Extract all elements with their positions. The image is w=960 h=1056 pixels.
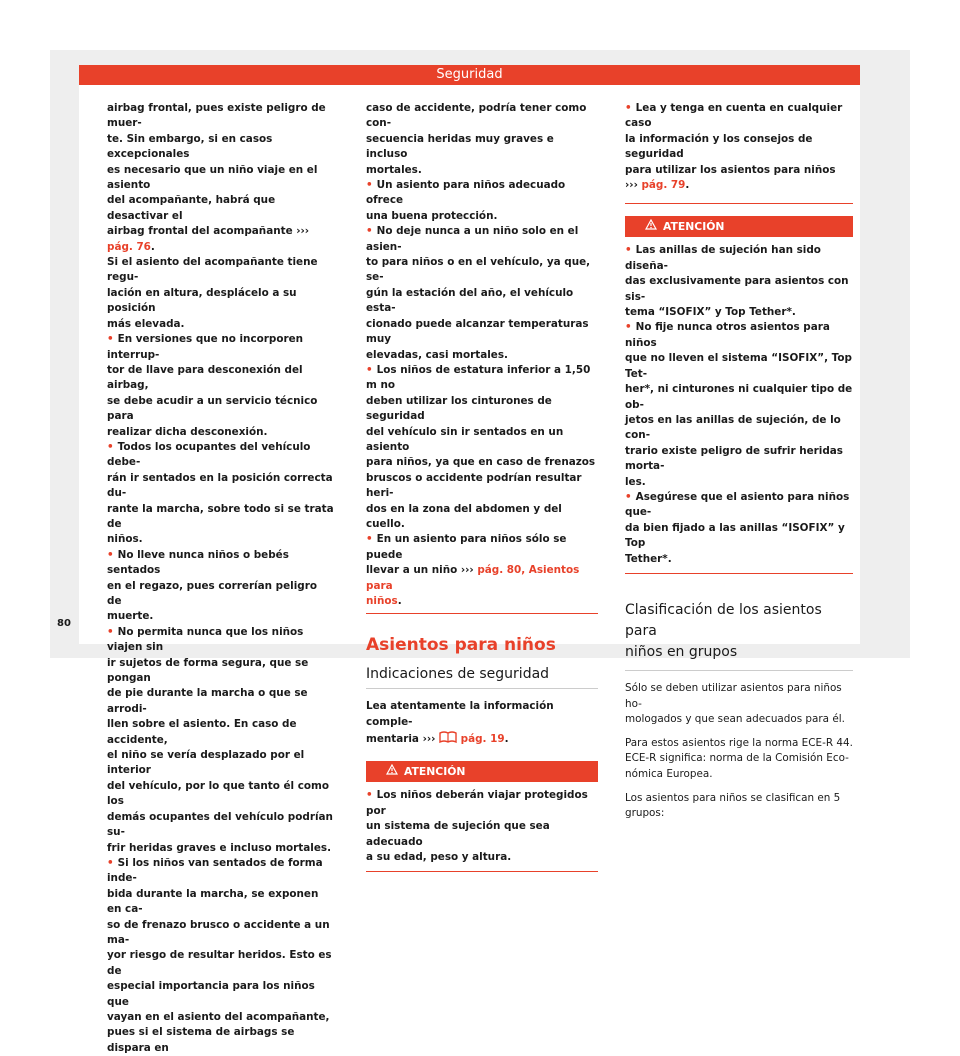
paragraph: Los asientos para niños se clasifican en 5 grupos: (625, 791, 841, 820)
page-link[interactable]: niños (366, 595, 398, 607)
bullet-icon: • (107, 548, 114, 561)
bullet-item: • Lea y tenga en cuenta en cualquier caso la información y los consejos de seguridad para utilizar los asientos para niños ››› pág. 79. (625, 102, 843, 192)
warning-icon (386, 761, 398, 782)
bullet-icon: • (625, 321, 632, 334)
section-heading: Asientos para niños (366, 635, 556, 656)
page-number: 80 (57, 618, 71, 629)
intro-text: Lea atentamente la información comple- mentaria ››› pág. 19. (366, 699, 598, 749)
bullet-item: • Los niños de estatura inferior a 1,50 m no deben utilizar los cinturones de seguridad del vehículo sin ir sentados en un asiento para niños, ya que en caso de frenazos bruscos o accidente podrían resultar heri- dos en la zona del abdomen y del cuello. (366, 363, 596, 530)
page-link[interactable]: pág. 19 (460, 733, 505, 746)
column-3 (625, 101, 853, 822)
paragraph: Sólo se deben utilizar asientos para niños ho- mologados y que sean adecuados para él. (625, 681, 845, 726)
body-text (625, 681, 853, 822)
bullet-item: • En un asiento para niños sólo se puede llevar a un niño ››› pág. 80, Asientos para niños. (366, 533, 580, 607)
subsection-heading: Indicaciones de seguridad (366, 665, 550, 682)
page-link[interactable]: pág. 76 (107, 240, 151, 253)
bullet-item: • No deje nunca a un niño solo en el asien- to para niños o en el vehículo, ya que, se- gún la estación del año, el vehículo esta- cionado puede alcanzar temperaturas muy elevadas, casi mortales. (366, 225, 591, 361)
warning-title: ATENCIÓN (663, 220, 725, 234)
bullet-icon: • (366, 179, 373, 192)
warning-title: ATENCIÓN (404, 765, 466, 779)
bullet-icon: • (366, 363, 373, 376)
bullet-icon: • (366, 225, 373, 238)
bullet-item: • Todos los ocupantes del vehículo debe- rán ir sentados en la posición correcta du- rante la marcha, sobre todo si se trata de niños. (107, 440, 334, 546)
section-heading: Clasificación de los asientos para niños en grupos (625, 601, 822, 660)
bullet-item: • No lleve nunca niños o bebés sentados en el regazo, pues correrían peligro de muerte. (107, 548, 317, 623)
bullet-icon: • (107, 625, 114, 638)
bullet-item: • Asegúrese que el asiento para niños que- da bien fijado a las anillas “ISOFIX” y Top Tether*. (625, 490, 850, 565)
book-icon (439, 730, 457, 749)
bullet-icon: • (366, 533, 373, 546)
page-link[interactable]: pág. 80, Asientos para (366, 564, 580, 592)
section-header: Seguridad (79, 65, 860, 85)
bullet-icon: • (625, 490, 632, 503)
bullet-item: • Las anillas de sujeción han sido diseña- das exclusivamente para asientos con sis- tema “ISOFIX” y Top Tether*. (625, 244, 849, 319)
bullet-item: • No permita nunca que los niños viajen sin ir sujetos de forma segura, que se pongan de pie durante la marcha o que se arrodi- llen sobre el asiento. En caso de accidente, el niño se vería desplazado por el interior del vehículo, por lo que tanto él como los demás ocupantes del vehículo podrían su- frir heridas graves e incluso mortales. (107, 625, 333, 854)
bullet-item: • Si los niños van sentados de forma inde- bida durante la marcha, se exponen en ca- so de frenazo brusco o accidente a un ma- yor riesgo de resultar heridos. Esto es de especial importancia para los niños que vayan en el asiento del acompañante, pues si el sistema de airbags se dispara en (107, 856, 332, 1054)
bullet-icon: • (107, 333, 114, 346)
warning-box (625, 216, 853, 574)
bullet-icon: • (625, 102, 632, 114)
warning-continuation: caso de accidente, podría tener como con- secuencia heridas muy graves e incluso mortales. • Un asiento para niños adecuado ofrece una buena protección. • No deje nunca a un niño solo en el asien- to para niños o en el vehículo, ya que, se- gún la estación del año, el vehículo esta- cionado puede alcanzar temperaturas muy elevadas, casi mortales. • Los niños de estatura inferior a 1,50 m no deben utilizar los cinturones de seguridad del vehículo sin ir sentados en un asiento para niños, ya que en caso de frenazos bruscos o accidente podrían resultar heri- dos en la zona del abdomen y del cuello. • En un asiento para niños sólo se puede llevar a un niño ››› pág. 80, Asientos para niños. (366, 101, 598, 614)
warning-box (366, 761, 598, 872)
bullet-icon: • (107, 856, 114, 869)
bullet-item: • En versiones que no incorporen interrup- tor de llave para desconexión del airbag, se debe acudir a un servicio técnico para realizar dicha desconexión. (107, 333, 318, 438)
bullet-icon: • (107, 440, 114, 453)
bullet-item: • Los niños deberán viajar protegidos por un sistema de sujeción que sea adecuado a su edad, peso y altura. (366, 789, 588, 864)
column-1 (107, 101, 335, 1056)
bullet-icon: • (625, 244, 632, 257)
warning-icon (645, 216, 657, 237)
bullet-item: • No fije nunca otros asientos para niños que no lleven el sistema “ISOFIX”, Top Tet- her*, ni cinturones ni cualquier tipo de ob- jetos en las anillas de sujeción, de lo con- trario existe peligro de sufrir heridas morta- les. (625, 321, 853, 488)
bullet-icon: • (366, 789, 373, 802)
bullet-item: • Un asiento para niños adecuado ofrece una buena protección. (366, 179, 566, 222)
page-link[interactable]: pág. 79 (641, 179, 686, 192)
paragraph: Para estos asientos rige la norma ECE-R 44. ECE-R significa: norma de la Comisión Eco- nómica Europea. (625, 736, 853, 780)
column-2 (366, 101, 598, 872)
intro-paragraph: airbag frontal, pues existe peligro de muer- te. Sin embargo, si en casos excepcionales es necesario que un niño viaje en el asiento del acompañante, habrá que desactivar el airbag frontal del acompañante ››› pág. 76. Si el asiento del acompañante tiene regu- lación en altura, desplácelo a su posición más elevada. (107, 102, 326, 330)
